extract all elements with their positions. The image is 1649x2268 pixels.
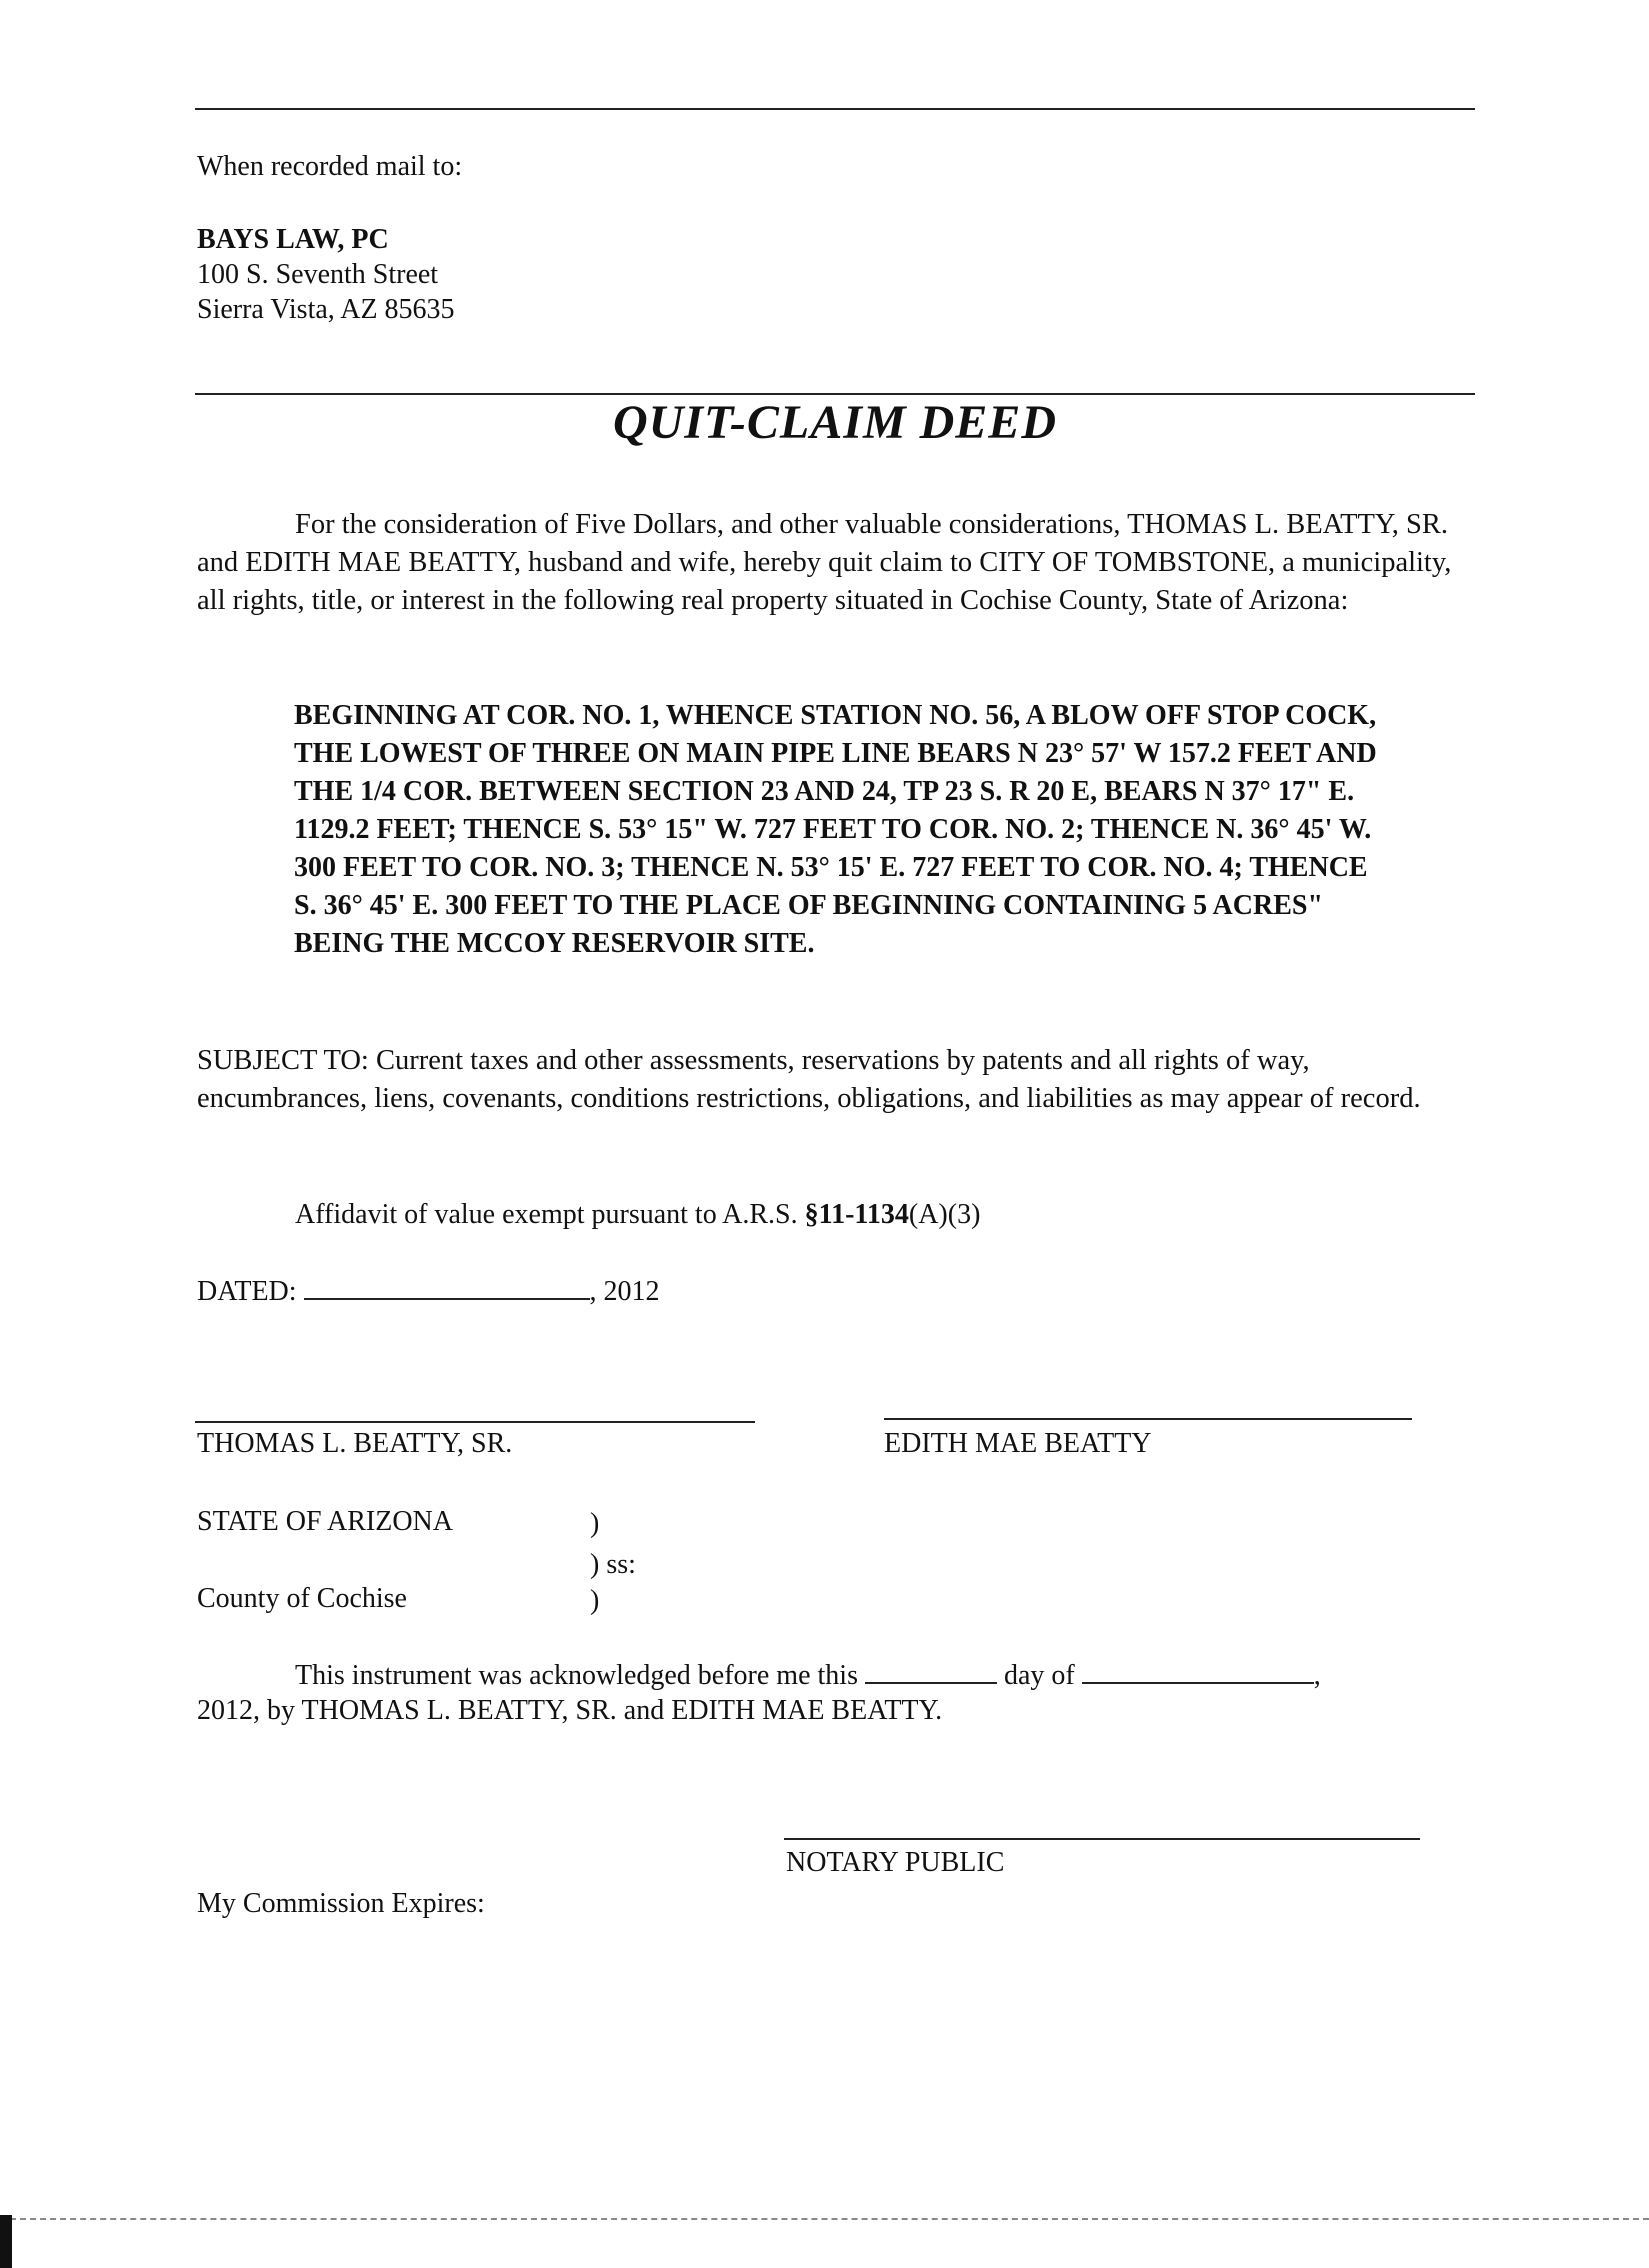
scan-edge-bar <box>0 2215 12 2268</box>
top-rule <box>195 108 1475 110</box>
acknowledgment-line-1 <box>295 1656 1321 1695</box>
dated-year: , 2012 <box>589 1276 660 1307</box>
ack-day-blank <box>865 1656 997 1684</box>
venue-county: County of Cochise <box>197 1583 407 1614</box>
signatory-right: EDITH MAE BEATTY <box>884 1428 1152 1459</box>
recording-label: When recorded mail to: <box>197 151 463 182</box>
scan-edge-line <box>0 2218 1649 2220</box>
firm-city: Sierra Vista, AZ 85635 <box>197 294 455 325</box>
signature-line-left <box>195 1421 755 1423</box>
consideration-paragraph: For the consideration of Five Dollars, and other valuable considerations, THOMAS L. BEATTY, SR. and EDITH MAE BEATTY, husband and wife, hereby quit claim to CITY OF TOMBSTONE, a municipality, all rights, title, or interest in the following real property situated in Cochise County, State of Arizona: <box>197 509 1452 616</box>
ack-part-3: , <box>1313 1660 1321 1691</box>
notary-signature-line <box>784 1838 1420 1840</box>
subject-to-paragraph: SUBJECT TO: Current taxes and other assessments, reservations by patents and all rights of way, encumbrances, liens, covenants, conditions restrictions, obligations, and liabilities as may appear of record. <box>197 1045 1421 1114</box>
signatory-left: THOMAS L. BEATTY, SR. <box>197 1428 513 1459</box>
affidavit-statute: §11-1134 <box>804 1199 909 1230</box>
venue-paren-1: ) <box>590 1508 600 1539</box>
dated-blank <box>304 1272 590 1300</box>
legal-description: BEGINNING AT COR. NO. 1, WHENCE STATION NO. 56, A BLOW OFF STOP COCK, THE LOWEST OF THREE ON MAIN PIPE LINE BEARS N 23° 57' W 157.2 FEET AND THE 1/4 COR. BETWEEN SECTION 23 AND 24, TP 23 S. R 20 E, BEARS N 37° 17" E. 1129.2 FEET; THENCE S. 53° 15" W. 727 FEET TO COR. NO. 2; THENCE N. 36° 45' W. 300 FEET TO COR. NO. 3; THENCE N. 53° 15' E. 727 FEET TO COR. NO. 4; THENCE S. 36° 45' E. 300 FEET TO THE PLACE OF BEGINNING CONTAINING 5 ACRES" BEING THE MCCOY RESERVOIR SITE. <box>294 700 1377 959</box>
dated-line <box>197 1272 660 1311</box>
ack-month-blank <box>1082 1656 1314 1684</box>
ack-part-2: day of <box>996 1660 1082 1691</box>
venue-paren-3: ) <box>590 1585 600 1616</box>
document-title: QUIT-CLAIM DEED <box>613 396 1057 449</box>
firm-street: 100 S. Seventh Street <box>197 259 439 290</box>
commission-label: My Commission Expires: <box>197 1888 485 1919</box>
affidavit-suffix: (A)(3) <box>908 1199 981 1230</box>
firm-name: BAYS LAW, PC <box>197 224 389 255</box>
affidavit-line <box>295 1196 980 1234</box>
dated-label: DATED: <box>197 1276 304 1307</box>
ack-part-1: This instrument was acknowledged before me this <box>295 1660 865 1691</box>
venue-ss: ) ss: <box>590 1549 636 1580</box>
acknowledgment-line-2: 2012, by THOMAS L. BEATTY, SR. and EDITH MAE BEATTY. <box>197 1695 943 1726</box>
venue-state: STATE OF ARIZONA <box>197 1506 453 1537</box>
affidavit-prefix: Affidavit of value exempt pursuant to A.R.S. <box>295 1199 805 1230</box>
notary-label: NOTARY PUBLIC <box>786 1847 1005 1878</box>
signature-line-right <box>884 1418 1412 1420</box>
